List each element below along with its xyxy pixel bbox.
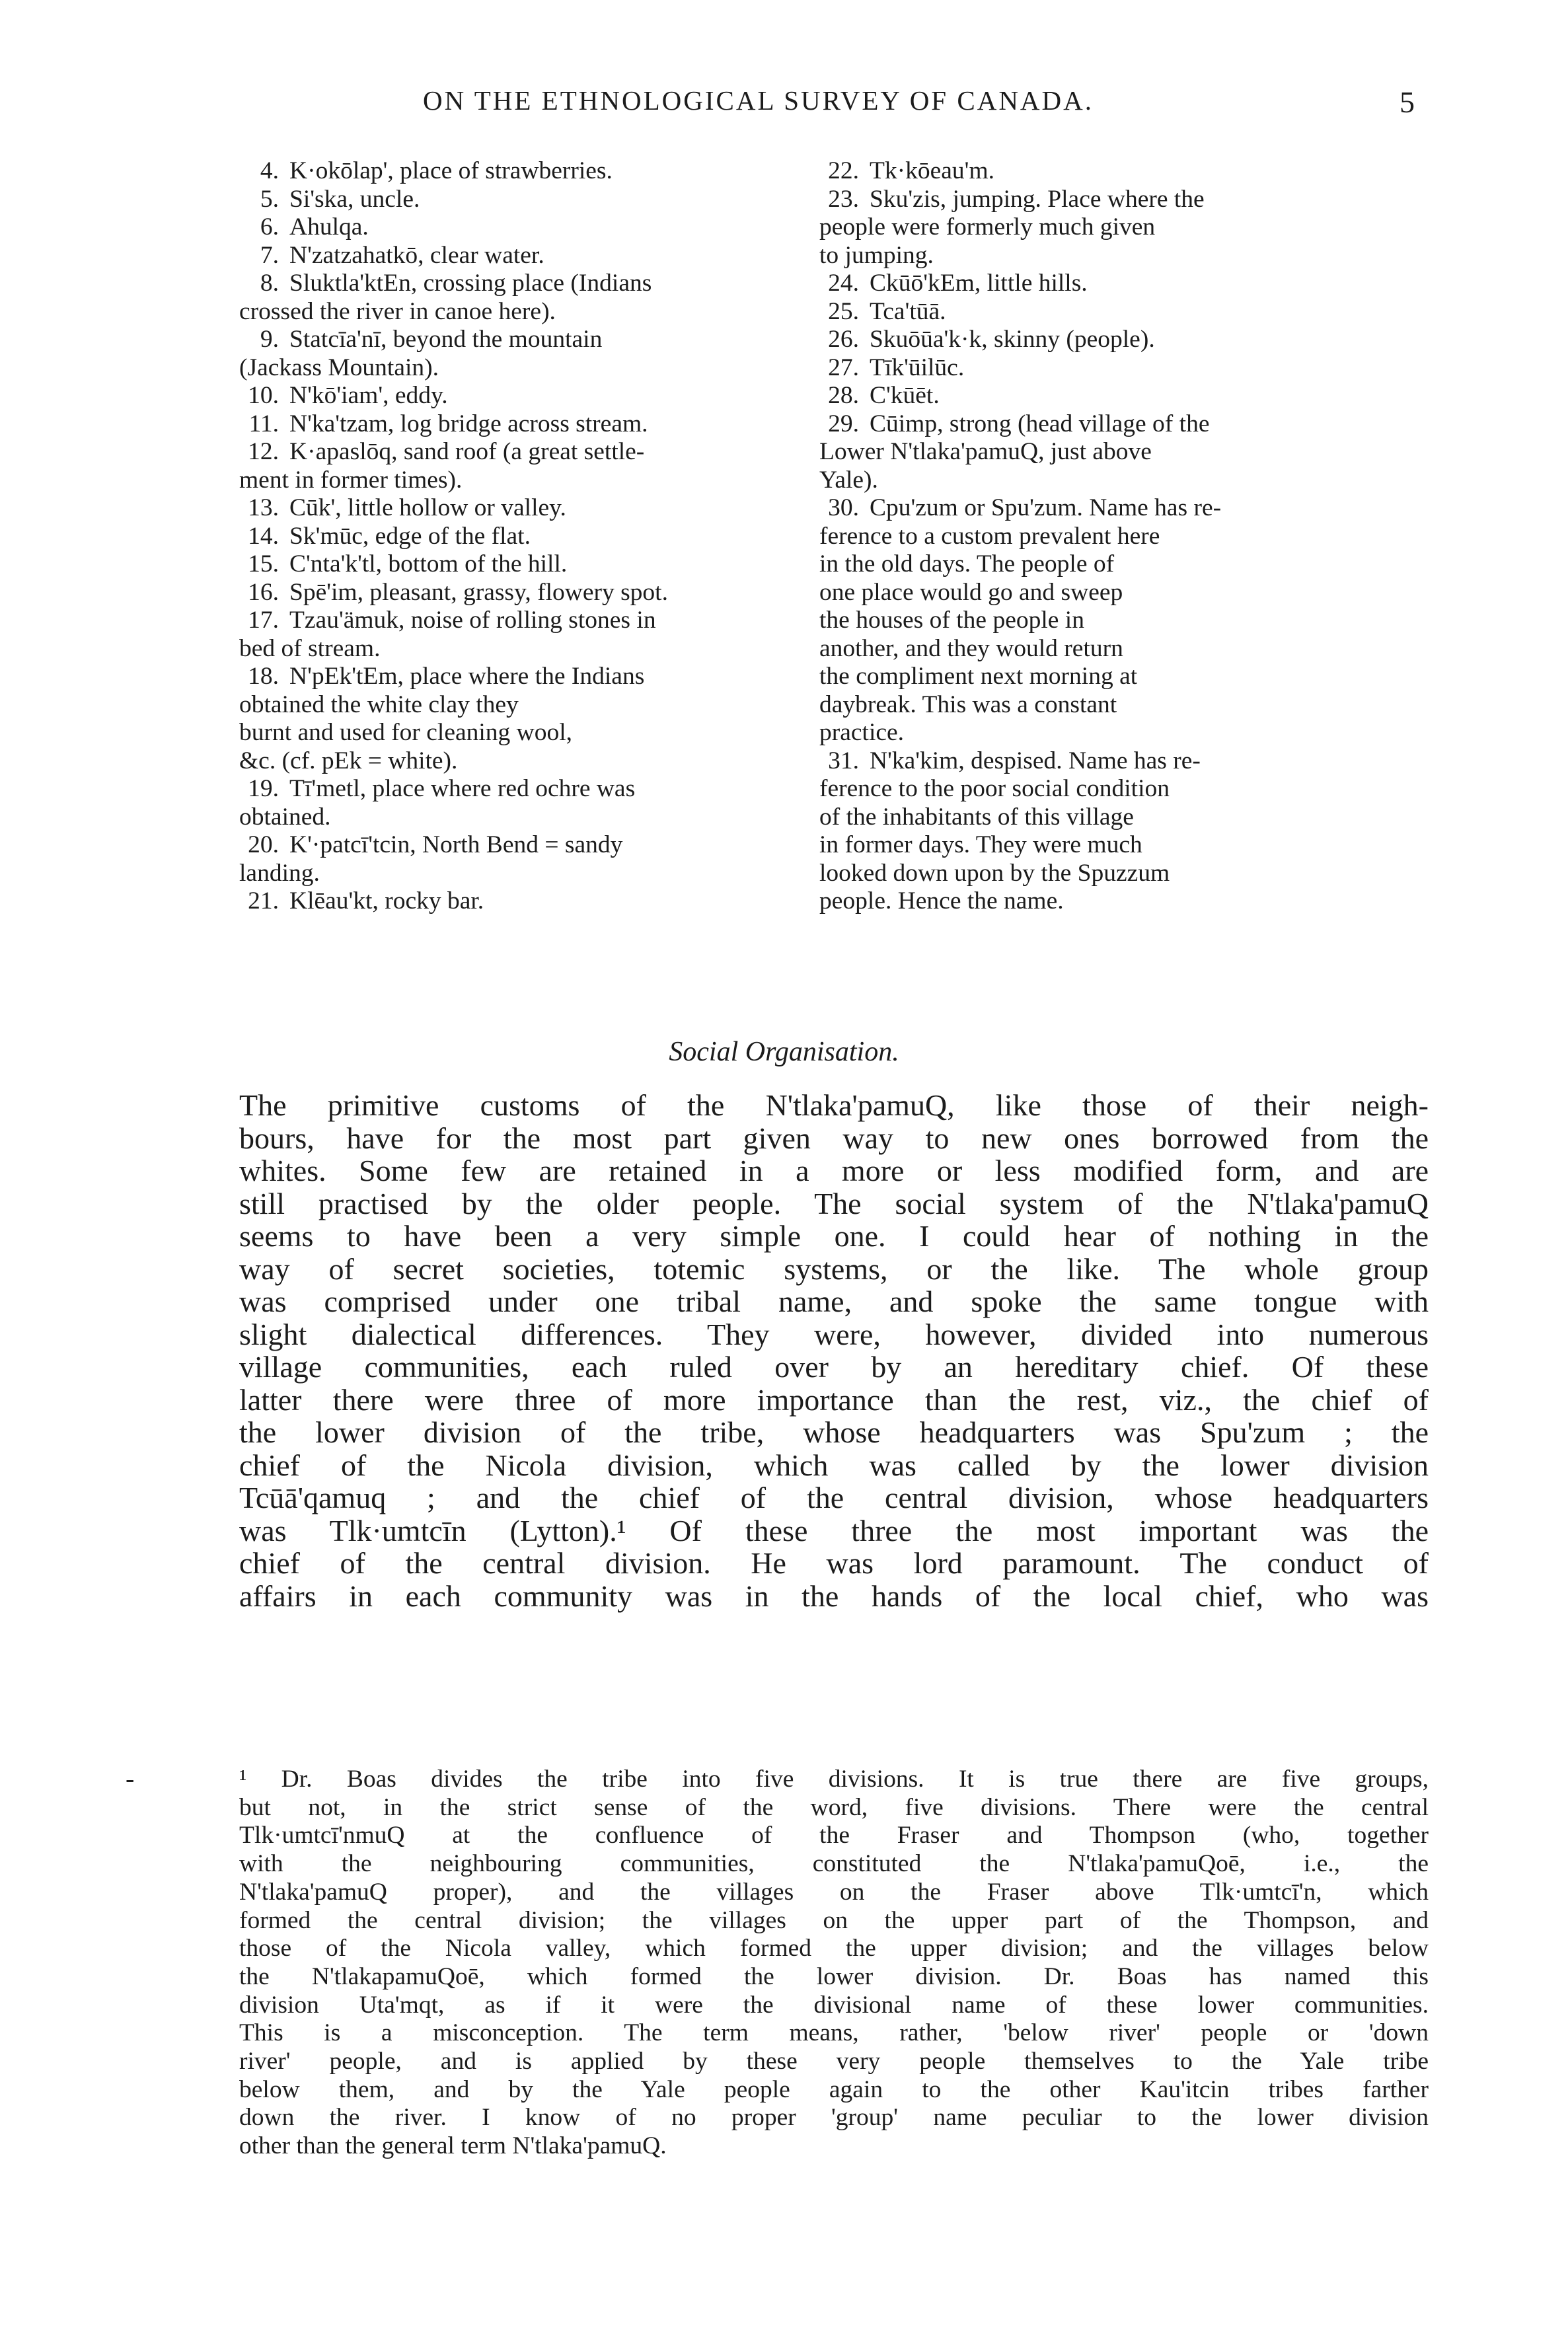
item-text-continued: ference to a custom prevalent here — [819, 522, 1160, 550]
item-number: 8. — [260, 270, 279, 297]
page-header — [0, 85, 1568, 124]
item-text: Tca'tūā. — [870, 297, 946, 325]
item-text: Tī'metl, place where red ochre was — [289, 775, 636, 802]
item-number: 17. — [248, 607, 279, 634]
item-text: C'kūēt. — [870, 382, 940, 409]
item-number: 29. — [828, 410, 859, 437]
footnote-line: other than the general term N'tlaka'pamuQ. — [239, 2132, 667, 2160]
list-item — [239, 887, 821, 916]
item-text: Tzau'ämuk, noise of rolling stones in — [289, 607, 656, 634]
item-number: 20. — [248, 831, 279, 858]
list-item — [819, 410, 1427, 495]
item-text-continued: obtained the white clay they — [239, 690, 519, 718]
body-line: was comprised under one tribal name, and spoke the same tongue with — [239, 1285, 1429, 1318]
item-number: 24. — [828, 270, 859, 297]
body-line: whites. Some few are retained in a more or less modified form, and are — [239, 1154, 1429, 1187]
body-line: village communities, each ruled over by an hereditary chief. Of these — [239, 1350, 1429, 1384]
item-text: N'pEk'tEm, place where the Indians — [289, 663, 645, 690]
item-number: 23. — [828, 185, 859, 213]
body-line: The primitive customs of the N'tlaka'pamuQ, like those of their neigh- — [239, 1088, 1429, 1122]
item-text-continued: people were formerly much given — [819, 213, 1156, 241]
body-line: Tcūā'qamuq ; and the chief of the central division, whose headquarters — [239, 1481, 1429, 1514]
list-item — [239, 186, 821, 214]
item-text: N'zatzahatkō, clear water. — [289, 241, 544, 269]
body-line: chief of the central division. He was lord paramount. The conduct of — [239, 1546, 1429, 1580]
item-text-continued: Yale). — [819, 466, 878, 494]
item-number: 11. — [248, 410, 279, 437]
footnote-line: but not, in the strict sense of the word, five divisions. There were the central — [239, 1793, 1429, 1821]
item-text: Statcīa'nī, beyond the mountain — [289, 326, 603, 353]
item-text: Cūimp, strong (head village of the — [870, 410, 1210, 437]
list-item — [819, 298, 1427, 326]
footnote-line: formed the central division; the villages on the upper part of the Thompson, and — [239, 1906, 1429, 1934]
item-text-continued: obtained. — [239, 803, 331, 831]
item-text-continued: to jumping. — [819, 241, 934, 269]
item-text: Sk'mūc, edge of the flat. — [289, 522, 531, 550]
footnote-line: those of the Nicola valley, which formed the upper division; and the villages below — [239, 1935, 1429, 1962]
list-item — [239, 157, 821, 186]
list-item — [819, 186, 1427, 270]
item-text: N'ka'tzam, log bridge across stream. — [289, 410, 648, 437]
item-number: 7. — [260, 241, 279, 269]
place-name-list-left — [239, 157, 821, 916]
footnote-line: N'tlaka'pamuQ proper), and the villages on the Fraser above Tlk·umtcī'n, which — [239, 1878, 1429, 1906]
item-number: 14. — [248, 522, 279, 550]
body-line: affairs in each community was in the hands of the local chief, who was — [239, 1579, 1429, 1613]
item-text-continued: burnt and used for cleaning wool, — [239, 719, 573, 746]
item-text-continued: &c. (cf. pEk = white). — [239, 747, 458, 774]
place-name-list-right — [819, 157, 1427, 916]
item-text: N'kō'iam', eddy. — [289, 382, 448, 409]
item-text-continued: (Jackass Mountain). — [239, 354, 439, 381]
body-line: the lower division of the tribe, whose headquarters was Spu'zum ; the — [239, 1415, 1429, 1449]
item-text: Spē'im, pleasant, grassy, flowery spot. — [289, 578, 668, 606]
item-text: Sluktla'ktEn, crossing place (Indians — [289, 270, 652, 297]
item-number: 22. — [828, 157, 859, 184]
item-text-continued: bed of stream. — [239, 634, 381, 662]
item-number: 30. — [828, 494, 859, 521]
item-text-continued: in the old days. The people of — [819, 550, 1115, 578]
item-text: Sku'zis, jumping. Place where the — [870, 185, 1205, 213]
item-text: Cpu'zum or Spu'zum. Name has re- — [870, 494, 1222, 521]
item-text-continued: Lower N'tlaka'pamuQ, just above — [819, 438, 1152, 465]
footnote-line: down the river. I know of no proper 'group' name peculiar to the lower division — [239, 2104, 1429, 2132]
list-item — [239, 579, 821, 607]
list-item — [819, 270, 1427, 298]
list-item — [239, 410, 821, 439]
list-item — [239, 831, 821, 887]
item-text: K·okōlap', place of strawberries. — [289, 157, 613, 184]
item-number: 19. — [248, 775, 279, 802]
list-item — [239, 213, 821, 242]
body-line: was Tlk·umtcīn (Lytton).¹ Of these three the most important was the — [239, 1513, 1429, 1547]
item-text-continued: crossed the river in canoe here). — [239, 297, 556, 325]
item-number: 28. — [828, 382, 859, 409]
list-item — [819, 494, 1427, 747]
body-line: latter there were three of more importance than the rest, viz., the chief of — [239, 1382, 1429, 1417]
list-item — [239, 242, 821, 270]
list-item — [239, 663, 821, 775]
list-item — [239, 607, 821, 663]
item-number: 16. — [248, 578, 279, 606]
page-number: 5 — [1400, 85, 1415, 119]
item-text: Cūk', little hollow or valley. — [289, 494, 566, 521]
item-text-continued: people. Hence the name. — [819, 887, 1064, 914]
footnote-line: Tlk·umtcī'nmuQ at the confluence of the Fraser and Thompson (who, together — [239, 1822, 1429, 1849]
footnote-line: ¹ Dr. Boas divides the tribe into five divisions. It is true there are five groups, — [239, 1766, 1429, 1793]
item-text-continued: another, and they would return — [819, 634, 1123, 662]
list-item — [239, 550, 821, 579]
item-text-continued: ference to the poor social condition — [819, 775, 1170, 802]
item-number: 12. — [248, 438, 279, 465]
item-number: 13. — [248, 494, 279, 521]
footnote-line: river' people, and is applied by these very people themselves to the Yale tribe — [239, 2048, 1429, 2075]
item-number: 25. — [828, 297, 859, 325]
list-item — [239, 326, 821, 382]
margin-mark: - — [126, 1764, 135, 1793]
item-number: 18. — [248, 663, 279, 690]
list-item — [239, 523, 821, 551]
footnote-line: with the neighbouring communities, constituted the N'tlaka'pamuQoē, i.e., the — [239, 1850, 1429, 1878]
body-line: seems to have been a very simple one. I could hear of nothing in the — [239, 1219, 1429, 1253]
item-text: K·apaslōq, sand roof (a great settle- — [289, 438, 645, 465]
footnote-line: the N'tlakapamuQoē, which formed the lower division. Dr. Boas has named this — [239, 1962, 1429, 1990]
item-text: Si'ska, uncle. — [289, 185, 420, 213]
item-text: Klēau'kt, rocky bar. — [289, 887, 484, 914]
item-text-continued: the houses of the people in — [819, 607, 1084, 634]
item-text-continued: practice. — [819, 719, 905, 746]
item-text: C'nta'k'tl, bottom of the hill. — [289, 550, 568, 578]
item-text: Tk·kōeau'm. — [870, 157, 994, 184]
list-item — [819, 747, 1427, 916]
section-heading: Social Organisation. — [669, 1037, 899, 1067]
list-item — [239, 775, 821, 831]
item-text-continued: one place would go and sweep — [819, 578, 1123, 606]
list-item — [819, 382, 1427, 410]
item-text-continued: of the inhabitants of this village — [819, 803, 1134, 831]
item-number: 15. — [248, 550, 279, 578]
list-item — [239, 438, 821, 494]
item-text: K'·patcī'tcin, North Bend = sandy — [289, 831, 623, 858]
item-text-continued: looked down upon by the Spuzzum — [819, 859, 1170, 887]
body-line: bours, have for the most part given way to new ones borrowed from the — [239, 1121, 1429, 1155]
item-text: Ahulqa. — [289, 213, 369, 241]
item-text-continued: daybreak. This was a constant — [819, 690, 1117, 718]
footnote-line: division Uta'mqt, as if it were the divisional name of these lower communities. — [239, 1991, 1429, 2019]
item-number: 31. — [828, 747, 859, 774]
item-text: N'ka'kim, despised. Name has re- — [870, 747, 1201, 774]
list-item — [239, 270, 821, 326]
item-text: Tīk'ūilūc. — [870, 354, 965, 381]
item-text-continued: in former days. They were much — [819, 831, 1142, 858]
body-line: slight dialectical differences. They were, however, divided into numerous — [239, 1317, 1429, 1351]
list-item — [239, 382, 821, 410]
body-line: chief of the Nicola division, which was called by the lower division — [239, 1448, 1429, 1482]
body-line: still practised by the older people. The social system of the N'tlaka'pamuQ — [239, 1186, 1429, 1220]
list-item — [819, 354, 1427, 383]
footnote-line: This is a misconception. The term means, rather, 'below river' people or 'down — [239, 2019, 1429, 2047]
footnote-line: below them, and by the Yale people again to the other Kau'itcin tribes farther — [239, 2075, 1429, 2103]
item-number: 27. — [828, 354, 859, 381]
item-number: 10. — [248, 382, 279, 409]
item-number: 9. — [260, 326, 279, 353]
item-text-continued: the compliment next morning at — [819, 663, 1138, 690]
item-number: 5. — [260, 185, 279, 213]
list-item — [819, 326, 1427, 354]
item-text-continued: ment in former times). — [239, 466, 463, 494]
list-item — [819, 157, 1427, 186]
item-text-continued: landing. — [239, 859, 320, 887]
item-number: 6. — [260, 213, 279, 241]
item-number: 4. — [260, 157, 279, 184]
footnote — [239, 1766, 1429, 2161]
body-line: way of secret societies, totemic systems, or the like. The whole group — [239, 1251, 1429, 1286]
body-paragraph — [239, 1089, 1429, 1612]
item-text: Ckūō'kEm, little hills. — [870, 270, 1088, 297]
item-number: 21. — [248, 887, 279, 914]
item-text: Skuōūa'k·k, skinny (people). — [870, 326, 1155, 353]
item-number: 26. — [828, 326, 859, 353]
running-title: ON THE ETHNOLOGICAL SURVEY OF CANADA. — [423, 85, 1094, 116]
list-item — [239, 494, 821, 523]
